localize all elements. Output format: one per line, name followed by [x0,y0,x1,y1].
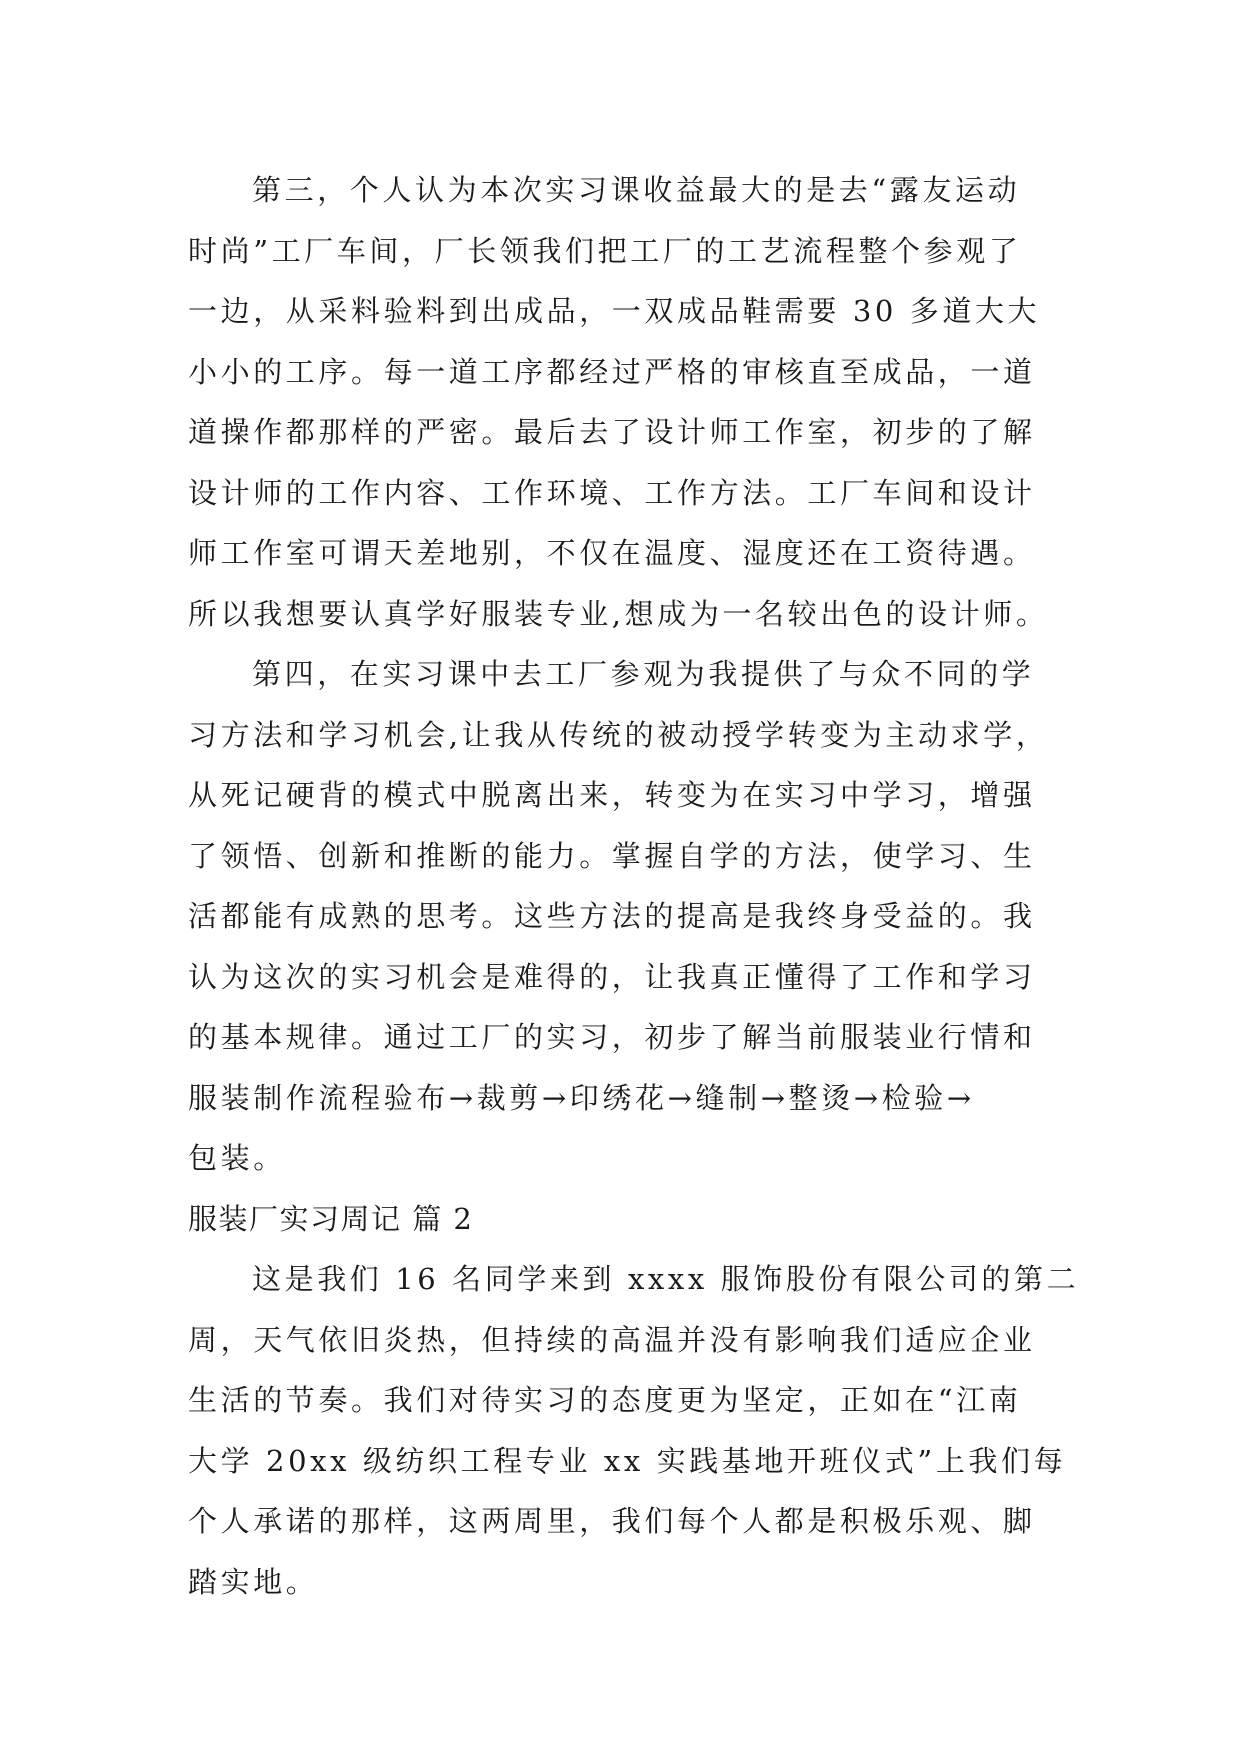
paragraph-line: 大学 20xx 级纺织工程专业 xx 实践基地开班仪式”上我们每 [188,1443,1067,1478]
paragraph-line: 周，天气依旧炎热，但持续的高温并没有影响我们适应企业 [188,1322,1036,1357]
paragraph-line: 认为这次的实习机会是难得的，让我真正懂得了工作和学习 [188,959,1036,994]
paragraph-line: 个人承诺的那样，这两周里，我们每个人都是积极乐观、脚 [188,1504,1036,1538]
paragraph-third-point [188,160,1058,644]
paragraph-line: 生活的节奏。我们对待实习的态度更为坚定，正如在“江南 [188,1383,1022,1417]
paragraph-line: 师工作室可谓天差地别，不仅在温度、湿度还在工资待遇。 [188,536,1036,570]
paragraph-line: 道操作都那样的严密。最后去了设计师工作室，初步的了解 [188,415,1036,449]
paragraph-line: 设计师的工作内容、工作环境、工作方法。工厂车间和设计 [188,475,1036,510]
paragraph-line: 第三，个人认为本次实习课收益最大的是去“露友运动 [252,173,1021,207]
section-heading: 服装厂实习周记 篇 2 [188,1201,474,1236]
paragraph-line: 这是我们 16 名同学来到 xxxx 服饰股份有限公司的第二 [252,1262,1080,1296]
paragraph-fourth-point [188,644,1058,1189]
paragraph-week-two [188,1249,1080,1612]
paragraph-line: 的基本规律。通过工厂的实习，初步了解当前服装业行情和 [188,1020,1036,1054]
paragraph-line: 从死记硬背的模式中脱离出来，转变为在实习中学习，增强 [188,778,1036,812]
paragraph-line: 了领悟、创新和推断的能力。掌握自学的方法，使学习、生 [188,838,1036,873]
paragraph-line: 活都能有成熟的思考。这些方法的提高是我终身受益的。我 [188,899,1036,933]
paragraph-line: 小小的工序。每一道工序都经过严格的审核直至成品，一道 [188,354,1036,389]
paragraph-line: 时尚”工厂车间，厂长领我们把工厂的工艺流程整个参观了 [188,233,1022,268]
document-body [188,160,1080,1612]
paragraph-line: 第四，在实习课中去工厂参观为我提供了与众不同的学 [252,657,1035,691]
paragraph-line: 包装。 [188,1141,286,1175]
paragraph-line: 一边，从采料验料到出成品，一双成品鞋需要 30 多道大大 [188,294,1041,328]
paragraph-line: 服装制作流程验布→裁剪→印绣花→缝制→整烫→检验→ [188,1080,975,1115]
paragraph-line: 所以我想要认真学好服装专业,想成为一名较出色的设计师。 [188,596,1049,631]
paragraph-line: 踏实地。 [188,1564,319,1599]
paragraph-line: 习方法和学习机会,让我从传统的被动授学转变为主动求学， [188,717,1049,752]
